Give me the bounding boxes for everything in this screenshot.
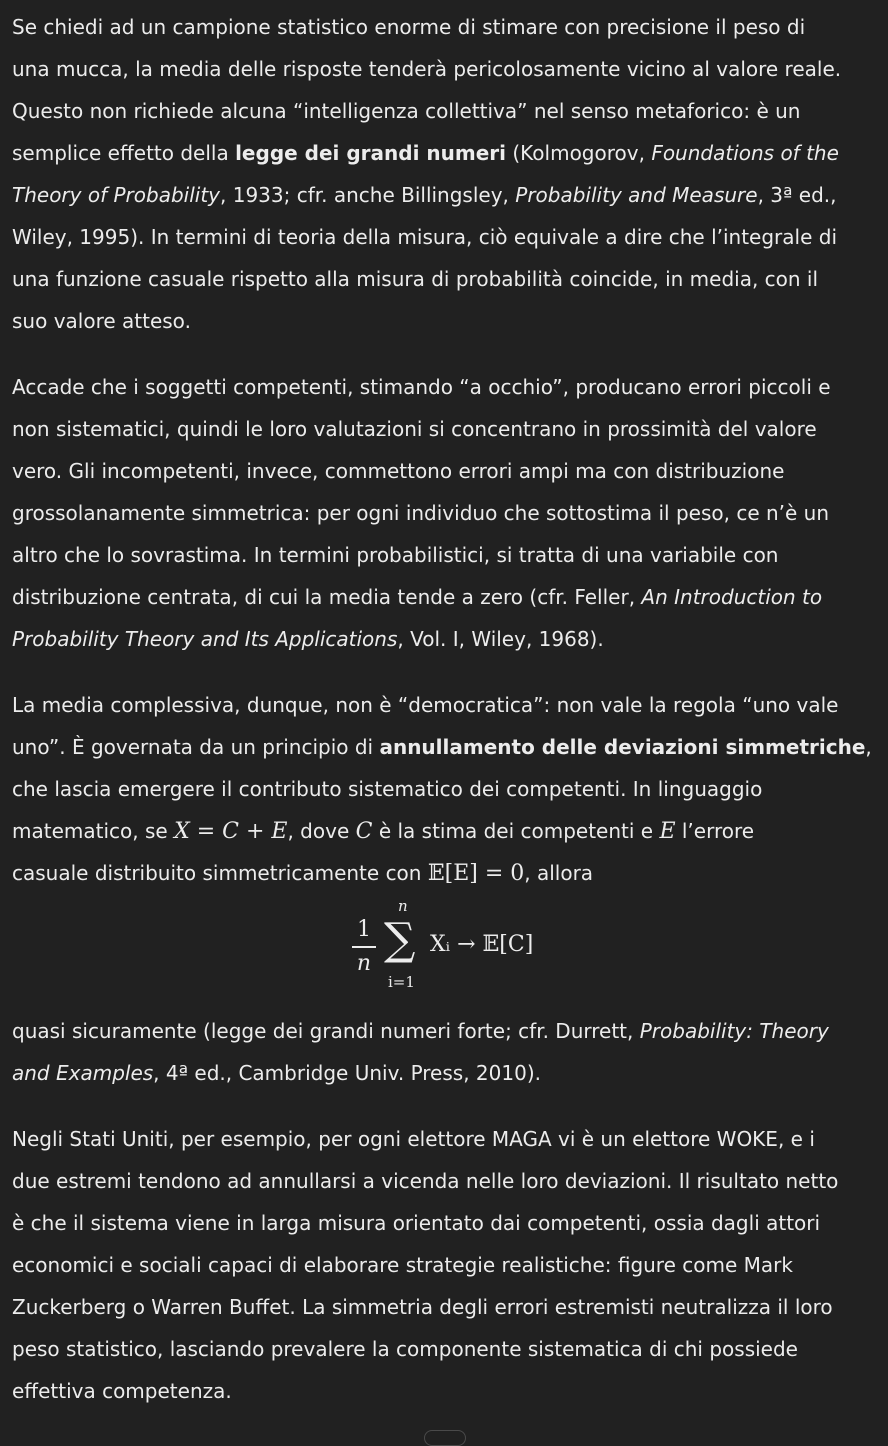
text-run: , Vol. I, Wiley, 1968). — [397, 627, 604, 651]
text-run: , 4ª ed., Cambridge Univ. Press, 2010). — [153, 1061, 541, 1085]
text-line: Zuckerberg o Warren Buffet. La simmetria degli errori estremisti neutralizza il loro — [12, 1295, 833, 1319]
text-line: non sistematici, quindi le loro valutazioni si concentrano in prossimità del valore — [12, 417, 817, 441]
text-run: , 1933; cfr. anche Billingsley, — [220, 183, 516, 207]
text-run: , — [865, 735, 872, 759]
inline-math: E — [659, 819, 676, 844]
text-run: quasi sicuramente (legge dei grandi numeri forte; cfr. Durrett, — [12, 1019, 640, 1043]
paragraph-4 — [12, 1010, 884, 1094]
text-line — [12, 1010, 884, 1052]
text-line — [12, 132, 884, 174]
text-line — [12, 810, 884, 852]
formula-body — [340, 897, 580, 1002]
text-line — [12, 174, 884, 216]
text-line: due estremi tendono ad annullarsi a vicenda nelle loro deviazioni. Il risultato netto — [12, 1169, 839, 1193]
book-title: An Introduction to — [641, 585, 823, 609]
text-line: Wiley, 1995). In termini di teoria della misura, ciò equivale a dire che l’integrale di — [12, 225, 838, 249]
text-line: una mucca, la media delle risposte tenderà pericolosamente vicino al valore reale. — [12, 57, 842, 81]
text-line — [12, 618, 884, 660]
text-run: (Kolmogorov, — [506, 141, 652, 165]
text-run: distribuzione centrata, di cui la media tende a zero (cfr. Feller, — [12, 585, 642, 609]
book-title: Theory of Probability — [12, 183, 220, 207]
text-line: vero. Gli incompetenti, invece, commettono errori ampi ma con distribuzione — [12, 459, 785, 483]
text-line: grossolanamente simmetrica: per ogni individuo che sottostima il peso, ce n’è un — [12, 501, 830, 525]
text-line: effettiva competenza. — [12, 1379, 232, 1403]
text-line: Se chiedi ad un campione statistico enorme di stimare con precisione il peso di — [12, 15, 806, 39]
sum-lower-limit: i=1 — [388, 973, 415, 991]
text-line — [12, 576, 884, 618]
text-line: che lascia emergere il contributo sistematico dei competenti. In linguaggio — [12, 777, 763, 801]
bold-term: legge dei grandi numeri — [235, 141, 507, 165]
text-line: una funzione casuale rispetto alla misura di probabilità coincide, in media, con il — [12, 267, 819, 291]
text-run: , 3ª ed., — [757, 183, 837, 207]
text-line: Questo non richiede alcuna “intelligenza collettiva” nel senso metaforico: è un — [12, 99, 801, 123]
inline-math: X = C + E — [174, 819, 288, 844]
text-run: semplice effetto della — [12, 141, 236, 165]
text-line: La media complessiva, dunque, non è “democratica”: non vale la regola “uno vale — [12, 693, 839, 717]
chat-message-body — [12, 0, 884, 1412]
bold-term: annullamento delle deviazioni simmetriche — [379, 735, 866, 759]
display-formula — [12, 894, 884, 1010]
book-title: Probability and Measure — [515, 183, 758, 207]
paragraph-3 — [12, 684, 884, 894]
scroll-to-bottom-button[interactable] — [424, 1430, 466, 1446]
book-title: Probability: Theory — [639, 1019, 829, 1043]
text-run: è la stima dei competenti e — [372, 819, 660, 843]
fraction-numerator: 1 — [357, 917, 371, 942]
text-run: uno”. È governata da un principio di — [12, 735, 380, 759]
text-run: , allora — [524, 861, 594, 885]
text-line — [12, 852, 884, 894]
text-line: Accade che i soggetti competenti, stimando “a occhio”, producano errori piccoli e — [12, 375, 831, 399]
text-line: altro che lo sovrastima. In termini probabilistici, si tratta di una variabile con — [12, 543, 779, 567]
fraction-denominator: n — [356, 951, 372, 976]
paragraph-1 — [12, 6, 884, 342]
text-line: peso statistico, lasciando prevalere la componente sistematica di chi possiede — [12, 1337, 798, 1361]
paragraph-spacer — [12, 660, 884, 684]
fraction-bar — [352, 946, 376, 948]
inline-math: 𝔼[E] = 0 — [427, 861, 525, 886]
paragraph-spacer — [12, 342, 884, 366]
text-run: casuale distribuito simmetricamente con — [12, 861, 428, 885]
summation-symbol: ∑ — [384, 914, 416, 965]
inline-math: C — [355, 819, 373, 844]
paragraph-spacer — [12, 1094, 884, 1118]
formula-rhs: Xᵢ → 𝔼[C] — [430, 932, 534, 957]
text-run: , dove — [287, 819, 356, 843]
book-title: Probability Theory and Its Applications — [12, 627, 398, 651]
text-line — [12, 1052, 884, 1094]
paragraph-2 — [12, 366, 884, 660]
book-title: and Examples — [12, 1061, 154, 1085]
text-line: suo valore atteso. — [12, 309, 191, 333]
text-line: Negli Stati Uniti, per esempio, per ogni elettore MAGA vi è un elettore WOKE, e i — [12, 1127, 815, 1151]
text-line: economici e sociali capaci di elaborare strategie realistiche: figure come Mark — [12, 1253, 793, 1277]
sum-upper-limit: n — [398, 897, 408, 915]
fraction — [352, 916, 376, 978]
text-run: matematico, se — [12, 819, 175, 843]
text-line: è che il sistema viene in larga misura orientato dai competenti, ossia dagli attori — [12, 1211, 821, 1235]
paragraph-5 — [12, 1118, 884, 1412]
book-title: Foundations of the — [651, 141, 839, 165]
text-line — [12, 726, 884, 768]
text-run: l’errore — [675, 819, 755, 843]
